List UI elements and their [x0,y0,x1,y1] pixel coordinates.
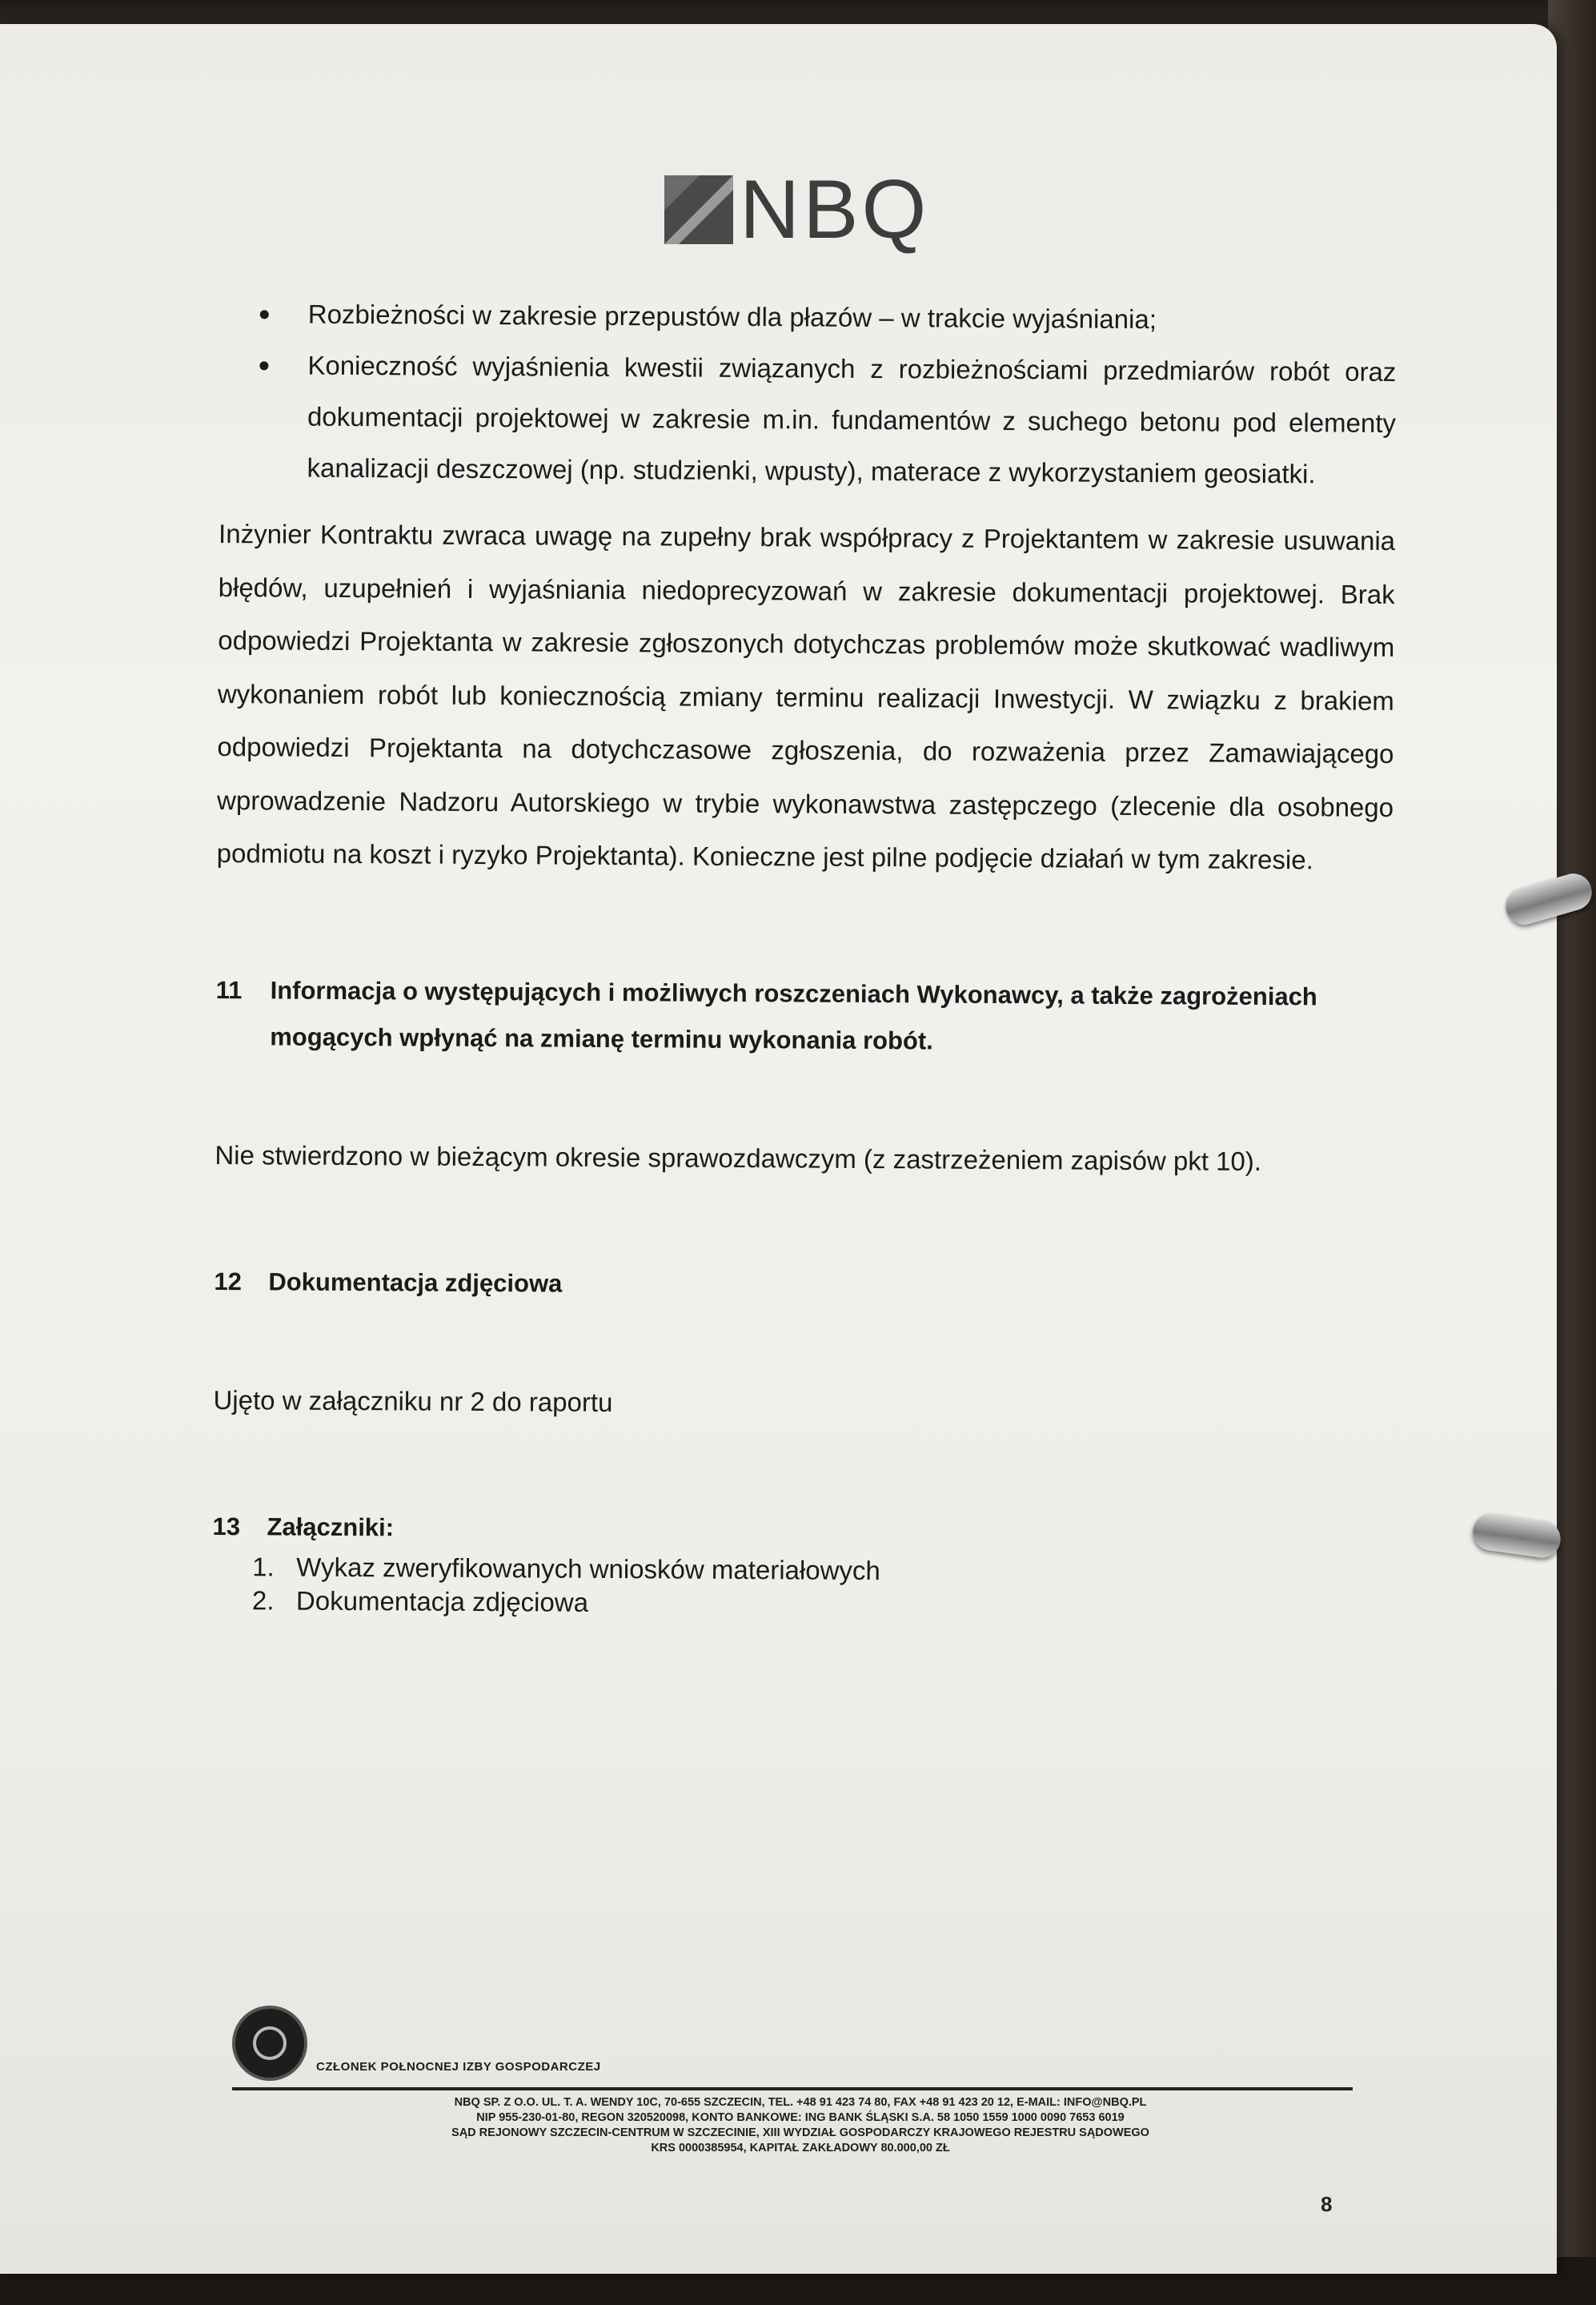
membership-note: CZŁONEK POŁNOCNEJ IZBY GOSPODARCZEJ [316,2060,601,2074]
company-details-line: NIP 955-230-01-80, REGON 320520098, KONTO BANKOWE: ING BANK ŚLĄSKI S.A. 58 1050 1559 1000 0090 7653 6019 [476,2111,1125,2124]
report-body [212,288,1397,1624]
chamber-seal-icon [232,2006,307,2081]
bullet-dot-icon [259,361,268,370]
section-number: 13 [212,1512,241,1540]
section-title: Informacja o występujących i możliwych roszczeniach Wykonawcy, a także zagrożeniach mogących wpłynąć na zmianę terminu wykonania robót. [270,975,1317,1054]
list-item-number: 1. [252,1551,275,1581]
nbq-logo-mark-icon [664,175,733,244]
company-details-line: SĄD REJONOWY SZCZECIN-CENTRUM W SZCZECINIE, XIII WYDZIAŁ GOSPODARCZY KRAJOWEGO REJESTRU SĄDOWEGO [451,2126,1149,2139]
section-11-text: Nie stwierdzono w bieżącym okresie sprawozdawczym (z zastrzeżeniem zapisów pkt 10). [215,1139,1262,1176]
bullet-item [219,339,1396,500]
engineer-note-paragraph: Inżynier Kontraktu zwraca uwagę na zupełny brak współpracy z Projektantem w zakresie usuwania błędów, uzupełnień i wyjaśniania niedoprecyzowań w zakresie dokumentacji projektowej. Brak odpowiedzi Projektanta w zakresie zgłoszonych dotychczas problemów może skutkować wadliwym wykonaniem robót lub koniecznością zmiany terminu realizacji Inwestycji. W związku z brakiem odpowiedzi Projektanta na dotychczasowe zgłoszenia, do rozważenia przez Zamawiającego wprowadzenie Nadzoru Autorskiego w trybie wykonawstwa zastępczego (zlecenie dla osobnego podmiotu na koszt i ryzyko Projektanta). Konieczne jest pilne podjęcie działań w tym zakresie. [216,518,1396,875]
issue-bullet-list [219,288,1397,500]
logo-text: NBQ [740,163,930,256]
list-item-number: 2. [251,1584,275,1615]
document-page [0,24,1557,2274]
section-title: Załączniki: [267,1512,395,1541]
section-title: Dokumentacja zdjęciowa [268,1267,563,1298]
section-12-heading [214,1258,1390,1311]
footer-divider [232,2087,1353,2090]
section-number: 12 [214,1267,243,1295]
section-number: 11 [215,975,243,1004]
company-details-line: NBQ SP. Z O.O. UL. T. A. WENDY 10C, 70-655 SZCZECIN, TEL. +48 91 423 74 80, FAX +48 91 423 20 12, E-MAIL: INFO@NBQ.PL [454,2096,1147,2109]
list-item-label: Wykaz zweryfikowanych wniosków materiałowych [296,1552,880,1585]
list-item-label: Dokumentacja zdjęciowa [295,1585,589,1617]
company-details-line: KRS 0000385954, KAPITAŁ ZAKŁADOWY 80.000,00 ZŁ [651,2142,950,2154]
bullet-text: Rozbieżności w zakresie przepustów dla płazów – w trakcie wyjaśniania; [307,299,1157,335]
attachments-list [212,1549,1389,1624]
section-13-heading [212,1503,1389,1556]
company-details [280,2095,1321,2156]
list-item [212,1583,1389,1624]
bullet-dot-icon [260,310,269,319]
bullet-item [220,288,1397,347]
section-11-heading [215,966,1393,1066]
company-logo [664,163,930,256]
bullet-text: Konieczność wyjaśnienia kwestii związanych z rozbieżnościami przedmiarów robót oraz dokumentacji projektowej w zakresie m.in. fundamentów z suchego betonu pod elementy kanalizacji deszczowej (np. studzienki, wpusty), materace z wykorzystaniem geosiatki. [307,350,1397,489]
section-12-text: Ujęto w załączniku nr 2 do raportu [213,1384,613,1417]
page-number: 8 [1321,2192,1333,2216]
